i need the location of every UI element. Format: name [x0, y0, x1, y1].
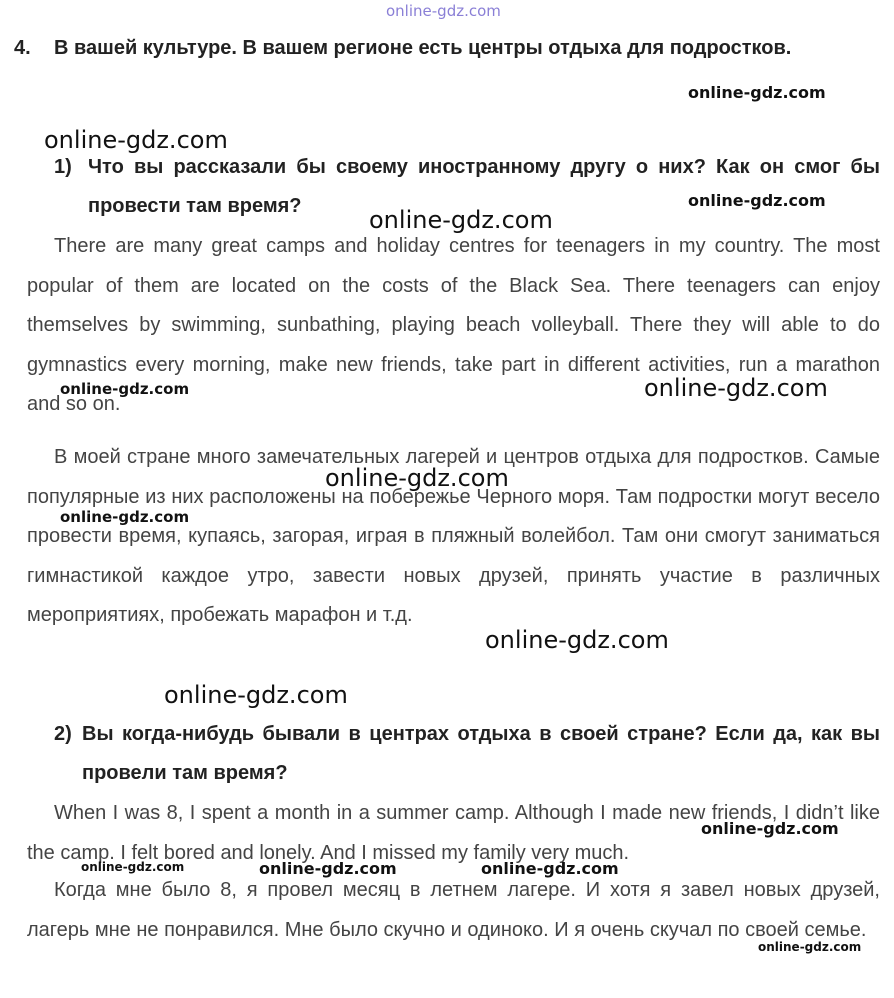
watermark: online-gdz.com — [701, 819, 839, 838]
question-2-number: 2) — [54, 723, 72, 745]
question-1-text: Что вы рассказали бы своему иностранному другу о них? Как он смог бы провести там время? — [88, 156, 880, 217]
watermark: online-gdz.com — [325, 464, 509, 492]
watermark: online-gdz.com — [758, 940, 862, 954]
question-1-number: 1) — [54, 156, 72, 178]
task-title: В вашей культуре. В вашем регионе есть центры отдыха для подростков. — [54, 37, 792, 59]
watermark: online-gdz.com — [369, 206, 553, 234]
answer-2-english: When I was 8, I spent a month in a summer camp. Although I made new friends, I didn’t like the camp. I felt bored and lonely. And I missed my family very much. — [27, 802, 880, 864]
watermark: online-gdz.com — [481, 859, 619, 878]
answer-1-english: There are many great camps and holiday centres for teenagers in my country. The most popular of them are located on the costs of the Black Sea. There teenagers can enjoy themselves by swimming, sunbathing, playing beach volleyball. There they will able to do gymnastics every morning, make new friends, take part in different activities, run a marathon and so on. — [27, 235, 880, 415]
watermark: online-gdz.com — [164, 681, 348, 709]
watermark: online-gdz.com — [81, 860, 185, 874]
watermark: online-gdz.com — [386, 2, 501, 20]
watermark: online-gdz.com — [644, 374, 828, 402]
task-number: 4. — [14, 37, 31, 59]
watermark: online-gdz.com — [485, 626, 669, 654]
watermark: online-gdz.com — [60, 508, 190, 526]
watermark: online-gdz.com — [259, 859, 397, 878]
watermark: online-gdz.com — [688, 191, 826, 210]
answer-1-russian: В моей стране много замечательных лагерей и центров отдыха для подростков. Самые популярные из них расположены на побережье Черного моря. Там подростки могут весело провести время, купаясь, загорая, играя в пляжный волейбол. Там они смогут заниматься гимнастикой каждое утро, завести новых друзей, принять участие в различных мероприятиях, пробежать марафон и т.д. — [27, 446, 880, 626]
watermark: online-gdz.com — [44, 126, 228, 154]
watermark: online-gdz.com — [688, 83, 826, 102]
answer-2-russian: Когда мне было 8, я провел месяц в летнем лагере. И хотя я завел новых друзей, лагерь мне не понравился. Мне было скучно и одиноко. И я очень скучал по своей семье. — [27, 879, 880, 941]
question-2-text: Вы когда-нибудь бывали в центрах отдыха в своей стране? Если да, как вы провели там время? — [82, 723, 880, 784]
watermark: online-gdz.com — [60, 380, 190, 398]
